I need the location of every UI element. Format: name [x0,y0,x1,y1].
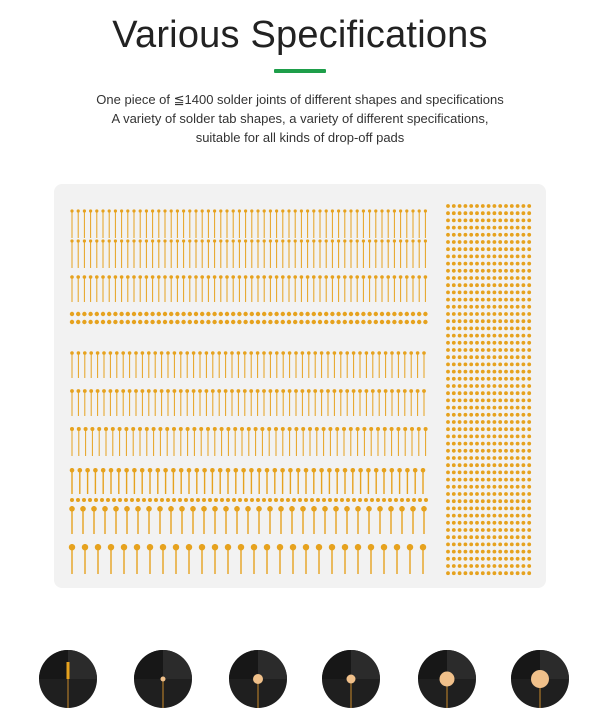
sample-pad-1 [39,650,97,708]
solder-pad-icon [134,650,192,708]
solder-pad-icon [511,650,569,708]
solder-pad-icon [229,650,287,708]
description-line: suitable for all kinds of drop-off pads [195,130,405,145]
description-line: A variety of solder tab shapes, a variety of different specifications, [111,111,489,126]
sample-pad-6 [511,650,569,708]
description [0,90,600,147]
sample-pad-5 [418,650,476,708]
sample-pad-3 [229,650,287,708]
solder-pad-icon [418,650,476,708]
page-title: Various Specifications [112,14,488,56]
solder-sheet-image [54,184,546,588]
solder-pad-icon [39,650,97,708]
description-line: One piece of ≦1400 solder joints of different shapes and specifications [96,92,504,107]
title-underline [274,69,326,73]
sample-pad-4 [322,650,380,708]
solder-sheet-icon [54,184,546,588]
solder-pad-icon [322,650,380,708]
sample-pad-2 [134,650,192,708]
